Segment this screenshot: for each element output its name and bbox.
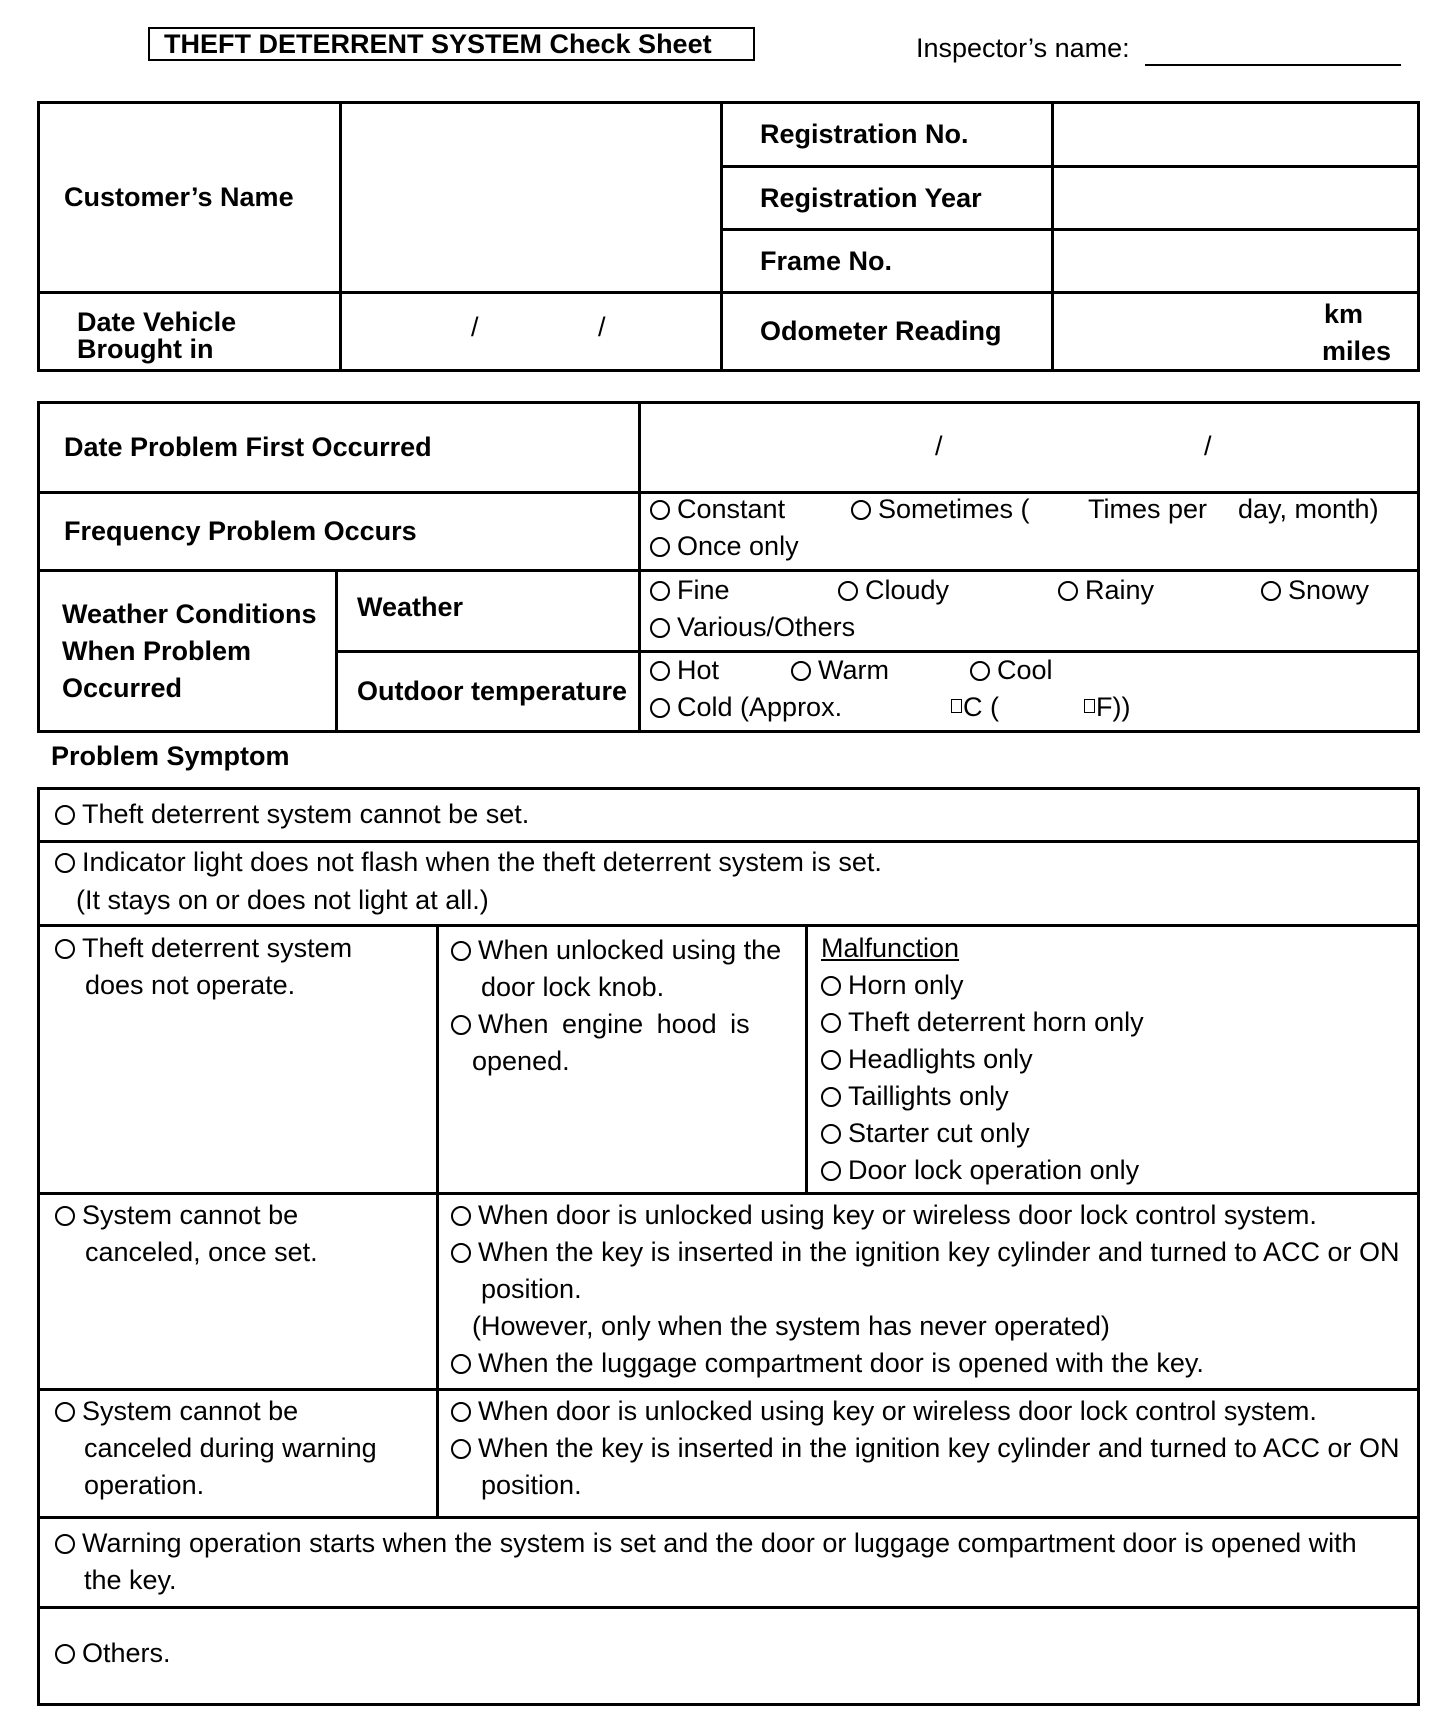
temperature-options — [640, 652, 1419, 732]
customer-name-label: Customer’s Name — [64, 182, 294, 212]
symptom-warning-starts-option[interactable]: Warning operation starts when the system is set and the door or luggage compartment door is opened with — [55, 1528, 1357, 1559]
symptom-cannot-cancel-warning-cell — [39, 1390, 438, 1518]
registration-no-label-cell — [722, 103, 1053, 167]
cannot-cancel-warning-conditions-cell — [438, 1390, 1419, 1518]
radio-icon[interactable] — [451, 1402, 471, 1422]
malfunction-option[interactable]: Door lock operation only — [821, 1155, 1139, 1186]
radio-icon[interactable] — [55, 1644, 75, 1664]
malfunction-cell — [807, 926, 1419, 1194]
frequency-label: Frequency Problem Occurs — [64, 516, 417, 546]
warn-door-unlocked-option[interactable]: When door is unlocked using key or wireless door lock control system. — [451, 1396, 1317, 1427]
symptom-no-operate-option[interactable]: Theft deterrent system — [55, 933, 352, 964]
symptom-cannot-cancel-cell — [39, 1194, 438, 1390]
registration-no-label: Registration No. — [760, 119, 969, 149]
radio-icon[interactable] — [650, 581, 670, 601]
symptom-cannot-cancel-warning-line3: operation. — [84, 1470, 205, 1500]
temp-cold-option[interactable]: Cold (Approx. — [650, 692, 842, 723]
radio-icon[interactable] — [650, 537, 670, 557]
radio-icon[interactable] — [55, 1402, 75, 1422]
date-first-label-cell — [39, 403, 640, 493]
cancel-key-option[interactable]: When the key is inserted in the ignition key cylinder and turned to ACC or ON — [451, 1237, 1399, 1268]
date-brought-label-cell — [39, 293, 341, 371]
radio-icon[interactable] — [821, 1087, 841, 1107]
radio-icon[interactable] — [821, 976, 841, 996]
symptom-cannot-cancel-option[interactable]: System cannot be — [55, 1200, 298, 1231]
symptom-conditions-cell — [438, 926, 807, 1194]
symptom-others-option[interactable]: Others. — [55, 1638, 171, 1669]
radio-icon[interactable] — [451, 1015, 471, 1035]
weather-snowy-option[interactable]: Snowy — [1261, 575, 1369, 606]
temperature-label: Outdoor temperature — [357, 676, 628, 706]
weather-cloudy-option[interactable]: Cloudy — [838, 575, 949, 606]
radio-icon[interactable] — [791, 661, 811, 681]
temperature-label-cell — [337, 652, 640, 732]
symptom-indicator-option[interactable]: Indicator light does not flash when the theft deterrent system is set. — [55, 847, 882, 878]
symptom-indicator-note: (It stays on or does not light at all.) — [76, 885, 489, 915]
temp-fahrenheit-label: F)) — [1084, 692, 1130, 723]
temp-warm-option[interactable]: Warm — [791, 655, 889, 686]
radio-icon[interactable] — [821, 1050, 841, 1070]
radio-icon[interactable] — [650, 500, 670, 520]
weather-label: Weather — [357, 592, 464, 622]
cancel-door-unlocked-option[interactable]: When door is unlocked using key or wireless door lock control system. — [451, 1200, 1317, 1231]
weather-fine-option[interactable]: Fine — [650, 575, 730, 606]
weather-label-cell — [337, 571, 640, 652]
radio-icon[interactable] — [55, 853, 75, 873]
symptom-cannot-cancel-warning-option[interactable]: System cannot be — [55, 1396, 298, 1427]
weather-various-option[interactable]: Various/Others — [650, 612, 855, 643]
date-separator: / — [471, 312, 479, 342]
weather-conditions-label-line2: When Problem — [62, 635, 252, 666]
symptom-warning-starts-cell — [39, 1518, 1419, 1608]
freq-times-per-label: Times per — [1088, 494, 1208, 524]
cancel-key-line2: position. — [481, 1274, 582, 1304]
radio-icon[interactable] — [821, 1124, 841, 1144]
symptom-warning-starts-line2: the key. — [84, 1565, 177, 1595]
degree-box-icon — [951, 699, 962, 713]
weather-rainy-option[interactable]: Rainy — [1058, 575, 1154, 606]
weather-conditions-label-cell — [39, 571, 337, 732]
date-separator: / — [935, 431, 943, 461]
frame-no-label: Frame No. — [760, 245, 893, 276]
radio-icon[interactable] — [451, 941, 471, 961]
vehicle-info-table — [37, 101, 1420, 372]
date-separator: / — [1204, 431, 1212, 461]
date-brought-label-line1: Date Vehicle — [77, 306, 237, 337]
radio-icon[interactable] — [970, 661, 990, 681]
frame-no-label-cell — [722, 230, 1053, 293]
malfunction-label: Malfunction — [821, 933, 960, 963]
symptom-no-operate-line2: does not operate. — [85, 970, 296, 1000]
radio-icon[interactable] — [821, 1013, 841, 1033]
radio-icon[interactable] — [821, 1161, 841, 1181]
warn-key-option[interactable]: When the key is inserted in the ignition key cylinder and turned to ACC or ON — [451, 1433, 1399, 1464]
registration-year-field[interactable] — [1053, 167, 1419, 230]
radio-icon[interactable] — [55, 1534, 75, 1554]
symptom-cannot-set-option[interactable]: Theft deterrent system cannot be set. — [55, 799, 529, 830]
engine-hood-line2: opened. — [472, 1046, 570, 1076]
malfunction-option[interactable]: Starter cut only — [821, 1118, 1030, 1149]
symptom-cannot-set-cell — [39, 789, 1419, 842]
freq-constant-option[interactable]: Constant — [650, 494, 785, 525]
radio-icon[interactable] — [650, 661, 670, 681]
radio-icon[interactable] — [838, 581, 858, 601]
date-separator: / — [598, 312, 606, 342]
radio-icon[interactable] — [55, 1206, 75, 1226]
radio-icon[interactable] — [451, 1206, 471, 1226]
radio-icon[interactable] — [55, 805, 75, 825]
problem-symptom-heading: Problem Symptom — [51, 741, 290, 771]
unlocked-knob-option[interactable]: When unlocked using the — [451, 935, 781, 966]
radio-icon[interactable] — [650, 618, 670, 638]
unlocked-knob-line2: door lock knob. — [481, 972, 665, 1002]
temp-hot-option[interactable]: Hot — [650, 655, 719, 686]
radio-icon[interactable] — [451, 1354, 471, 1374]
radio-icon[interactable] — [851, 500, 871, 520]
cancel-key-note: (However, only when the system has never operated) — [472, 1311, 1110, 1341]
freq-sometimes-option[interactable]: Sometimes ( — [851, 494, 1030, 525]
date-brought-field[interactable] — [341, 293, 722, 371]
temp-celsius-label: C ( — [951, 692, 999, 723]
symptom-table — [37, 787, 1420, 1706]
degree-box-icon — [1084, 699, 1095, 713]
sheet-title: THEFT DETERRENT SYSTEM Check Sheet — [148, 27, 755, 61]
unit-miles: miles — [1322, 336, 1392, 366]
symptom-cannot-cancel-warning-line2: canceled during warning — [84, 1433, 377, 1463]
temp-cool-option[interactable]: Cool — [970, 655, 1053, 686]
freq-day-month-label: day, month) — [1238, 494, 1379, 524]
odometer-field[interactable] — [1053, 293, 1419, 371]
odometer-label-cell — [722, 293, 1053, 371]
weather-options — [640, 571, 1419, 652]
customer-name-field[interactable] — [341, 103, 722, 293]
customer-name-label-cell — [39, 103, 341, 293]
inspector-name-field[interactable] — [1145, 64, 1401, 66]
symptom-others-cell — [39, 1608, 1419, 1705]
warn-key-line2: position. — [481, 1470, 582, 1500]
odometer-label: Odometer Reading — [760, 316, 1002, 346]
frequency-options — [640, 493, 1419, 571]
weather-conditions-label-line3: Occurred — [62, 672, 183, 703]
radio-icon[interactable] — [650, 698, 670, 718]
inspector-name-label: Inspector’s name: — [916, 33, 1130, 63]
symptom-indicator-cell — [39, 842, 1419, 926]
symptom-cannot-cancel-line2: canceled, once set. — [85, 1237, 318, 1267]
registration-year-label: Registration Year — [760, 182, 982, 213]
registration-year-label-cell — [722, 167, 1053, 230]
malfunction-option[interactable]: Headlights only — [821, 1044, 1033, 1075]
date-first-field[interactable] — [640, 403, 1419, 493]
radio-icon[interactable] — [1261, 581, 1281, 601]
radio-icon[interactable] — [55, 939, 75, 959]
date-first-label: Date Problem First Occurred — [64, 432, 432, 462]
malfunction-option[interactable]: Horn only — [821, 970, 964, 1001]
unit-km: km — [1324, 299, 1364, 329]
cancel-luggage-option[interactable]: When the luggage compartment door is opened with the key. — [451, 1348, 1204, 1379]
cannot-cancel-conditions-cell — [438, 1194, 1419, 1390]
weather-conditions-label-line1: Weather Conditions — [62, 598, 317, 629]
radio-icon[interactable] — [1058, 581, 1078, 601]
radio-icon[interactable] — [451, 1439, 471, 1459]
malfunction-option[interactable]: Theft deterrent horn only — [821, 1007, 1144, 1038]
conditions-table — [37, 401, 1420, 733]
frequency-label-cell — [39, 493, 640, 571]
symptom-no-operate-cell — [39, 926, 438, 1194]
freq-once-option[interactable]: Once only — [650, 531, 799, 562]
engine-hood-option[interactable]: When engine hood is — [451, 1009, 750, 1040]
malfunction-option[interactable]: Taillights only — [821, 1081, 1009, 1112]
date-brought-label-line2: Brought in — [77, 333, 214, 364]
radio-icon[interactable] — [451, 1243, 471, 1263]
frame-no-field[interactable] — [1053, 230, 1419, 293]
registration-no-field[interactable] — [1053, 103, 1419, 167]
